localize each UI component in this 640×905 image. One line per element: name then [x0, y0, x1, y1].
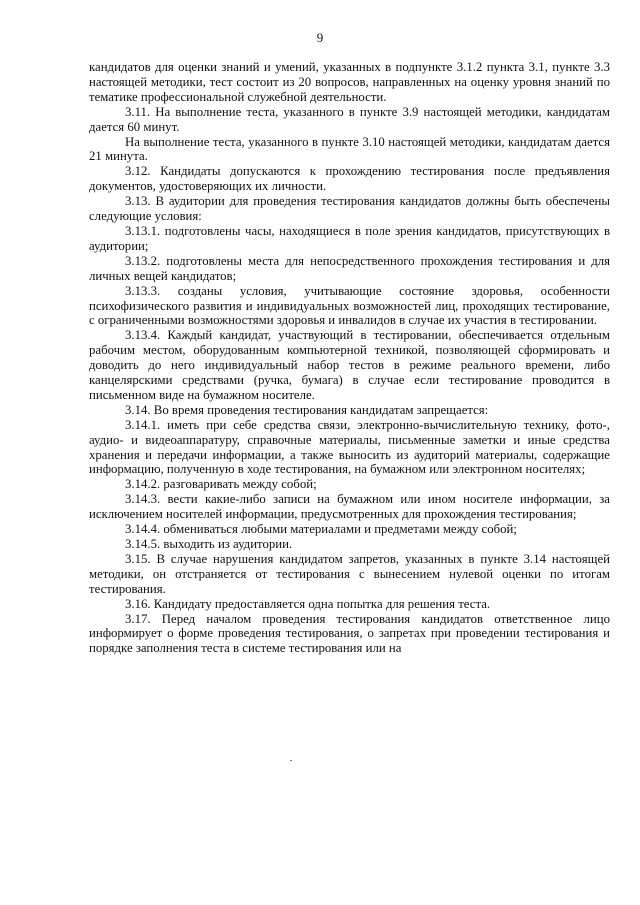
paragraph-3-13-2: 3.13.2. подготовлены места для непосредственного прохождения тестирования и для личных вещей кандидатов;	[89, 253, 610, 283]
paragraph-3-14-1: 3.14.1. иметь при себе средства связи, электронно-вычислительную технику, фото-, аудио- и видеоаппаратуру, справочные материалы, письменные заметки и иные средства хранения и передачи информации, а также выносить из аудиторий материалы, содержащие информацию, полученную в ходе тестирования, на бумажном или электронном носителях;	[89, 417, 610, 477]
paragraph-3-16: 3.16. Кандидату предоставляется одна попытка для решения теста.	[125, 596, 491, 611]
document-body	[89, 60, 610, 656]
paragraph-3-14-5: 3.14.5. выходить из аудитории.	[125, 537, 293, 551]
paragraph-3-14: 3.14. Во время проведения тестирования кандидатам запрещается:	[125, 402, 489, 417]
paragraph-3-12: 3.12. Кандидаты допускаются к прохождению тестирования после предъявления документов, удостоверяющих их личности.	[89, 164, 610, 194]
paragraph-3-13-1: 3.13.1. подготовлены часы, находящиеся в поле зрения кандидатов, присутствующих в аудитории;	[89, 223, 610, 253]
paragraph-3-11: 3.11. На выполнение теста, указанного в пункте 3.9 настоящей методики, кандидатам дается 60 минут.	[89, 104, 610, 134]
paragraph-3-11-b: На выполнение теста, указанного в пункте 3.10 настоящей методики, кандидатам дается 21 минута.	[89, 134, 610, 164]
paragraph-continuation: кандидатов для оценки знаний и умений, указанных в подпункте 3.1.2 пункта 3.1, пункте 3.3 настоящей методики, тест состоит из 20 вопросов, направленных на оценку уровня знаний по тематике профессиональной служебной деятельности.	[89, 60, 610, 104]
paragraph-3-13-4: 3.13.4. Каждый кандидат, участвующий в тестировании, обеспечивается отдельным рабочим местом, оборудованным компьютерной техникой, позволяющей сформировать и доводить до него индивидуальный набор тестов в режиме реального времени, либо канцелярскими средствами (ручка, бумага) в случае если тестирование проводится в письменном виде на бумажном носителе.	[89, 328, 610, 402]
paragraph-3-15: 3.15. В случае нарушения кандидатом запретов, указанных в пункте 3.14 настоящей методики, он отстраняется от тестирования с вынесением нулевой оценки по итогам тестирования.	[89, 551, 610, 596]
page-number: 9	[316, 30, 324, 45]
paragraph-3-13-3: 3.13.3. созданы условия, учитывающие состояние здоровья, особенности психофизического развития и индивидуальных возможностей лиц, проходящих тестирование, с ограниченными возможностями здоровья и инвалидов в случае их участия в тестировании.	[89, 283, 610, 328]
paragraph-3-14-4: 3.14.4. обмениваться любыми материалами и предметами между собой;	[125, 522, 517, 537]
paragraph-3-17: 3.17. Перед началом проведения тестирования кандидатов ответственное лицо информирует о форме проведения тестирования, о запретах при проведении тестирования и порядке заполнения теста в системе тестирования или на	[89, 611, 610, 656]
paragraph-3-14-2: 3.14.2. разговаривать между собой;	[125, 477, 317, 492]
paragraph-3-13: 3.13. В аудитории для проведения тестирования кандидатов должны быть обеспечены следующие условия:	[89, 194, 610, 224]
scan-speck	[290, 760, 292, 761]
paragraph-3-14-3: 3.14.3. вести какие-либо записи на бумажном или ином носителе информации, за исключением носителей информации, предусмотренных для прохождения тестирования;	[89, 492, 610, 522]
